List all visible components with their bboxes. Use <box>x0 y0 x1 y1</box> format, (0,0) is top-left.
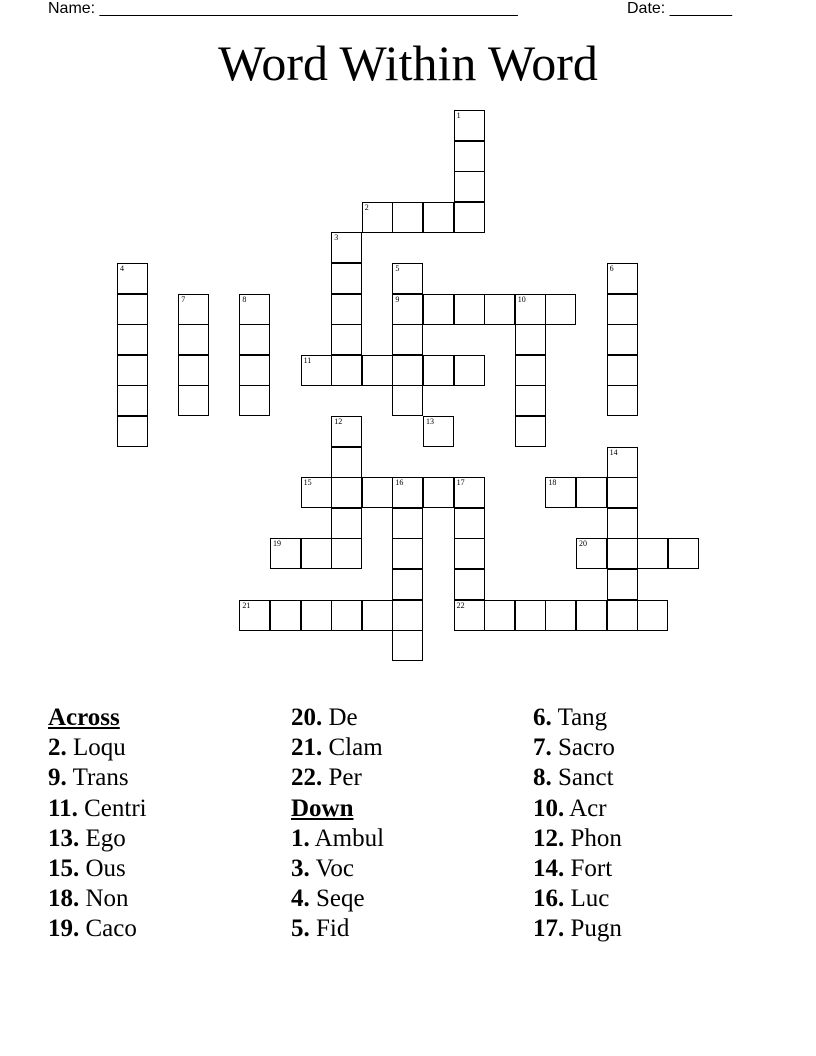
clue-across-2: 2. Loqu <box>48 734 126 762</box>
grid-cell[interactable] <box>362 600 393 631</box>
clue-number: 21 <box>242 600 251 610</box>
grid-cell[interactable] <box>423 355 454 386</box>
grid-cell[interactable] <box>454 355 485 386</box>
grid-cell[interactable] <box>607 600 638 631</box>
grid-cell[interactable] <box>362 202 393 233</box>
grid-cell[interactable] <box>637 600 668 631</box>
grid-cell[interactable] <box>515 355 546 386</box>
grid-cell[interactable] <box>607 355 638 386</box>
grid-cell[interactable] <box>392 569 423 600</box>
grid-cell[interactable] <box>454 141 485 172</box>
grid-cell[interactable] <box>515 324 546 355</box>
grid-cell[interactable] <box>392 600 423 631</box>
grid-cell[interactable] <box>270 538 301 569</box>
grid-cell[interactable] <box>239 385 270 416</box>
across-heading: Across <box>48 704 120 731</box>
clue-down-10: 10. Acr <box>533 794 607 822</box>
clue-down-4: 4. Seqe <box>291 885 365 913</box>
clue-down-1: 1. Ambul <box>291 824 385 852</box>
grid-cell[interactable] <box>423 294 454 325</box>
grid-cell[interactable] <box>331 355 362 386</box>
clue-number: 18 <box>548 478 557 488</box>
clue-column-1 <box>48 703 147 945</box>
grid-cell[interactable] <box>178 294 209 325</box>
grid-cell[interactable] <box>117 355 148 386</box>
grid-cell[interactable] <box>515 294 546 325</box>
clue-number: 13 <box>426 417 434 426</box>
grid-cell[interactable] <box>392 630 423 661</box>
grid-cell[interactable] <box>454 110 485 141</box>
grid-cell[interactable] <box>423 416 454 447</box>
grid-cell[interactable] <box>607 538 638 569</box>
grid-cell[interactable] <box>331 538 362 569</box>
clue-number: 3 <box>334 233 339 243</box>
grid-cell[interactable] <box>454 477 485 508</box>
clue-number: 2 <box>364 202 369 212</box>
grid-cell[interactable] <box>515 416 546 447</box>
clue-number: 22 <box>456 600 465 610</box>
clue-across-18: 18. Non <box>48 885 129 913</box>
clue-across-20: 20. De <box>291 704 358 731</box>
grid-cell[interactable] <box>178 385 209 416</box>
grid-cell[interactable] <box>668 538 699 569</box>
grid-cell[interactable] <box>331 416 362 447</box>
clue-down-17: 17. Pugn <box>533 915 622 943</box>
grid-cell[interactable] <box>392 294 423 325</box>
grid-cell[interactable] <box>117 324 148 355</box>
grid-cell[interactable] <box>117 263 148 294</box>
grid-cell[interactable] <box>178 355 209 386</box>
grid-cell[interactable] <box>392 355 423 386</box>
grid-cell[interactable] <box>607 477 638 508</box>
grid-cell[interactable] <box>545 600 576 631</box>
grid-cell[interactable] <box>637 538 668 569</box>
grid-cell[interactable] <box>117 416 148 447</box>
grid-cell[interactable] <box>515 600 546 631</box>
clue-number: 11 <box>303 355 312 365</box>
clue-number: 4 <box>120 264 124 273</box>
grid-cell[interactable] <box>484 294 515 325</box>
grid-cell[interactable] <box>331 294 362 325</box>
page-title: Word Within Word <box>218 35 598 91</box>
clue-down-7: 7. Sacro <box>533 734 615 762</box>
grid-cell[interactable] <box>454 538 485 569</box>
clue-across-19: 19. Caco <box>48 915 137 943</box>
grid-cell[interactable] <box>362 355 393 386</box>
grid-cell[interactable] <box>607 324 638 355</box>
clue-number: 20 <box>579 539 587 549</box>
grid-cell[interactable] <box>576 477 607 508</box>
grid-cell[interactable] <box>576 600 607 631</box>
clue-down-3: 3. Voc <box>291 855 354 883</box>
clue-number: 19 <box>273 539 281 549</box>
clue-across-11: 11. Centri <box>48 794 147 822</box>
clue-number: 9 <box>395 294 400 304</box>
clue-down-6: 6. Tang <box>533 704 608 731</box>
clue-column-3 <box>533 703 622 945</box>
clue-down-12: 12. Phon <box>533 824 622 852</box>
grid-cell[interactable] <box>545 294 576 325</box>
grid-cell[interactable] <box>607 508 638 539</box>
clue-number: 16 <box>395 478 404 488</box>
clue-down-8: 8. Sanct <box>533 764 614 792</box>
clue-number: 14 <box>609 447 618 457</box>
grid-cell[interactable] <box>331 508 362 539</box>
down-heading: Down <box>291 794 354 822</box>
grid-cell[interactable] <box>392 202 423 233</box>
clue-number: 1 <box>456 111 461 120</box>
clue-column-2 <box>291 703 384 945</box>
clue-down-16: 16. Luc <box>533 885 610 913</box>
grid-cell[interactable] <box>454 569 485 600</box>
grid-cell[interactable] <box>331 324 362 355</box>
grid-cell[interactable] <box>545 477 576 508</box>
grid-cell[interactable] <box>392 263 423 294</box>
grid-cell[interactable] <box>392 508 423 539</box>
grid-cell[interactable] <box>362 477 393 508</box>
grid-cell[interactable] <box>301 538 332 569</box>
grid-cell[interactable] <box>607 263 638 294</box>
grid-cell[interactable] <box>331 447 362 478</box>
grid-cell[interactable] <box>331 600 362 631</box>
clue-down-5: 5. Fid <box>291 915 350 943</box>
grid-cell[interactable] <box>392 477 423 508</box>
grid-cell[interactable] <box>454 171 485 202</box>
clue-number: 10 <box>517 294 526 304</box>
grid-cell[interactable] <box>117 294 148 325</box>
grid-cell[interactable] <box>178 324 209 355</box>
grid-cell[interactable] <box>331 477 362 508</box>
grid-cell[interactable] <box>117 385 148 416</box>
grid-cell[interactable] <box>392 538 423 569</box>
grid-cell[interactable] <box>607 294 638 325</box>
grid-cell[interactable] <box>454 294 485 325</box>
grid-cell[interactable] <box>607 447 638 478</box>
clue-number: 17 <box>456 478 465 488</box>
grid-cell[interactable] <box>301 477 332 508</box>
grid-cell[interactable] <box>301 600 332 631</box>
grid-cell[interactable] <box>454 508 485 539</box>
grid-cell[interactable] <box>454 600 485 631</box>
clue-across-9: 9. Trans <box>48 764 129 792</box>
grid-cell[interactable] <box>392 324 423 355</box>
grid-cell[interactable] <box>270 600 301 631</box>
clue-across-21: 21. Clam <box>291 734 383 762</box>
grid-cell[interactable] <box>239 600 270 631</box>
clue-number: 12 <box>334 417 343 426</box>
clue-number: 8 <box>242 294 247 304</box>
clue-across-15: 15. Ous <box>48 855 126 883</box>
grid-cell[interactable] <box>301 355 332 386</box>
name-field: Name: _______________________________________________ <box>48 0 518 17</box>
date-field: Date: _______ <box>627 0 732 17</box>
grid-cell[interactable] <box>576 538 607 569</box>
grid-cell[interactable] <box>239 355 270 386</box>
clue-down-14: 14. Fort <box>533 855 613 883</box>
clue-number: 15 <box>303 478 312 488</box>
clue-across-13: 13. Ego <box>48 824 126 852</box>
clue-across-22: 22. Per <box>291 764 362 792</box>
grid-cell[interactable] <box>331 263 362 294</box>
clue-number: 7 <box>181 294 186 304</box>
grid-cell[interactable] <box>423 477 454 508</box>
grid-cell[interactable] <box>423 202 454 233</box>
grid-cell[interactable] <box>239 294 270 325</box>
grid-cell[interactable] <box>515 385 546 416</box>
clue-number: 6 <box>609 264 614 273</box>
grid-cell[interactable] <box>331 232 362 263</box>
grid-cell[interactable] <box>239 324 270 355</box>
grid-cell[interactable] <box>607 385 638 416</box>
grid-cell[interactable] <box>607 569 638 600</box>
grid-cell[interactable] <box>392 385 423 416</box>
clue-number: 5 <box>395 264 400 273</box>
grid-cell[interactable] <box>484 600 515 631</box>
grid-cell[interactable] <box>454 202 485 233</box>
